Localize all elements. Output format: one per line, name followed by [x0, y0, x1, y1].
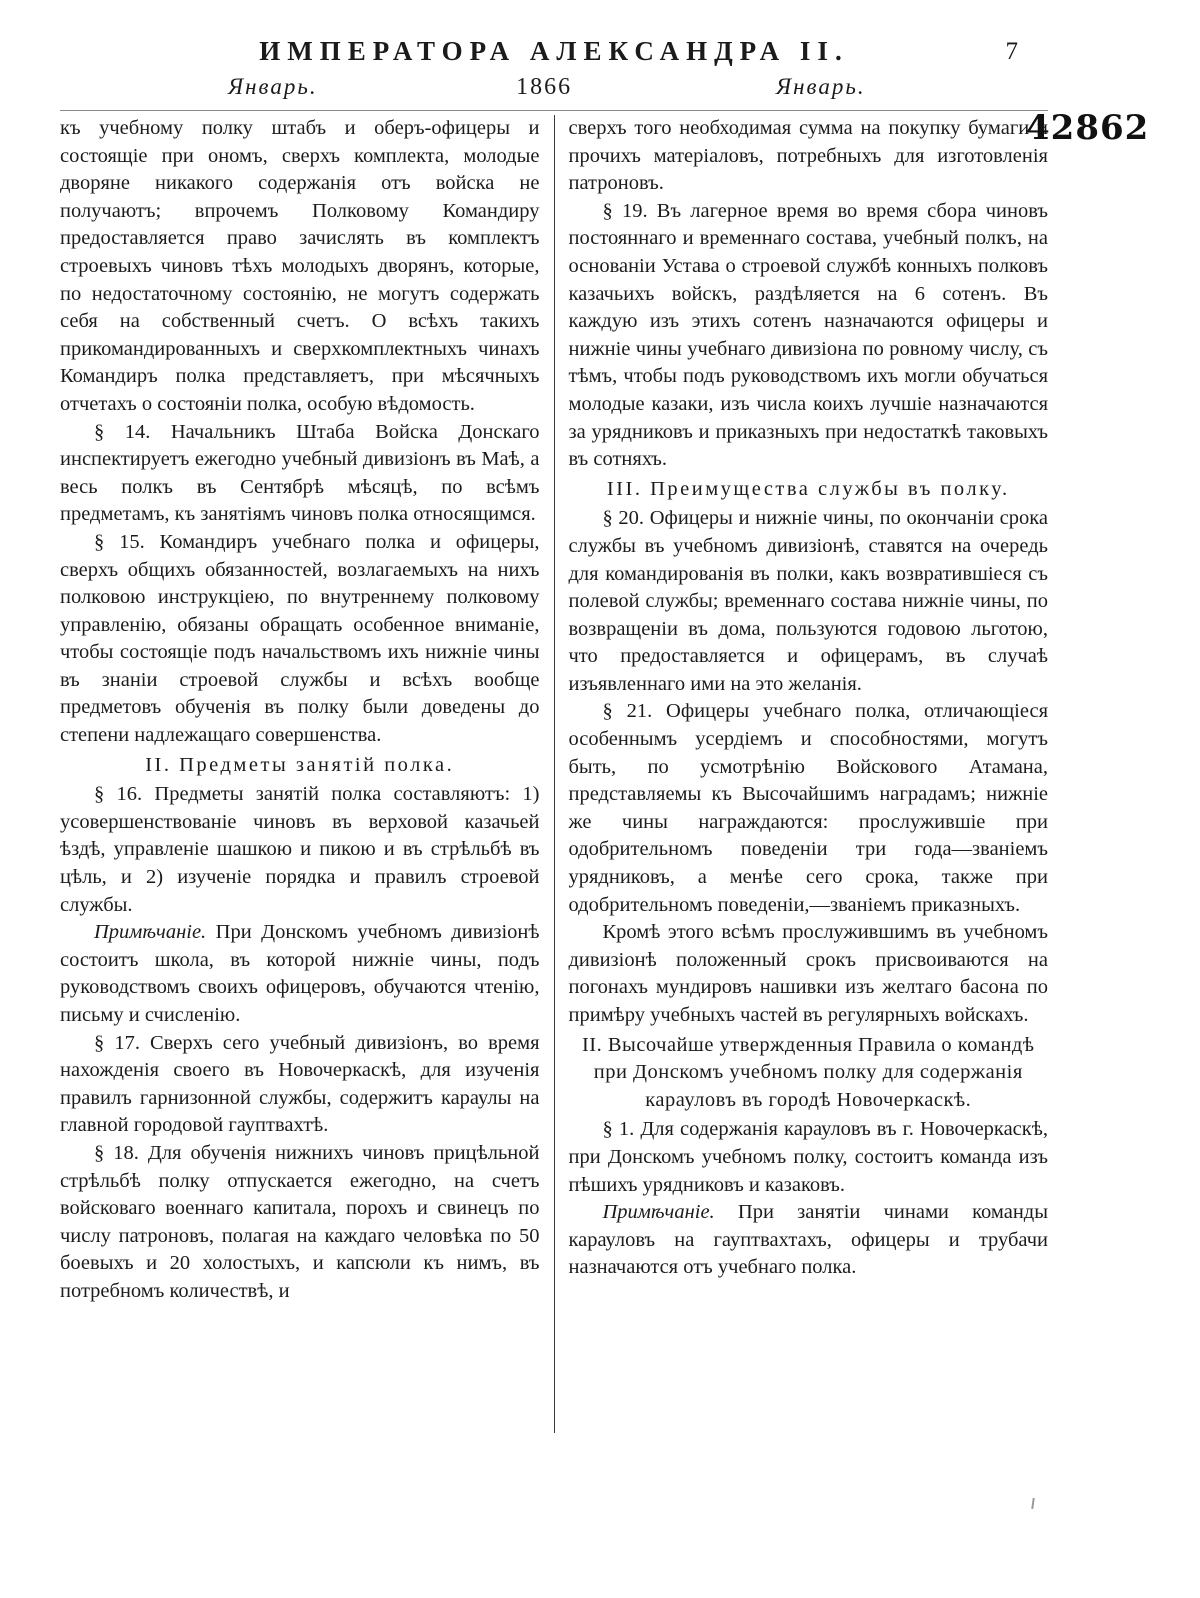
paragraph-section-20: § 20. Офицеры и нижніе чины, по окончаніи срока службы въ учебномъ дивизіонѣ, ставятся на очередь для командированія въ полки, какъ возвратившіеся съ полевой службы; временнаго состава нижніе чины, по возвращеніи въ дома, пользуются годовою льготою, что предоставляется и офицерамъ, въ случаѣ изъявленнаго ими на это желанія. — [568, 507, 1048, 695]
note-lead: Примѣчаніе. — [602, 1201, 715, 1224]
paragraph-section-19: § 19. Въ лагерное время во время сбора чиновъ постояннаго и временнаго состава, учебный полкъ, на основаніи Устава о строевой службѣ конныхъ полковъ казачьихъ войскъ, раздѣляется на 6 сотенъ. Въ каждую изъ этихъ сотенъ назначаются офицеры и нижніе чины учебнаго дивизіона по ровному числу, съ тѣмъ, чтобы подъ руководствомъ ихъ могли обучаться молодые казаки, изъ числа коихъ лучшіе назначаются за урядниковъ и приказныхъ при недостаткѣ таковыхъ въ сотняхъ. — [568, 199, 1048, 471]
stray-mark — [1031, 1498, 1035, 1509]
note-text: При Донскомъ учебномъ дивизіонѣ состоитъ школа, въ которой нижніе чины, подъ руководствомъ своихъ офицеровъ, обучаются чтенію, письму и счисленію. — [60, 921, 540, 1026]
paragraph-section-1: § 1. Для содержанія карауловъ въ г. Новочеркаскѣ, при Донскомъ учебномъ полку, состоитъ команда изъ пѣшихъ урядниковъ и казаковъ. — [568, 1118, 1048, 1196]
paragraph-section-14: § 14. Начальникъ Штаба Войска Донскаго инспектируетъ ежегодно учебный дивизіонъ въ Маѣ, а весь полкъ въ Сентябрѣ мѣсяцѣ, по всѣмъ предметамъ, къ занятіямъ чиновъ полка относящимся. — [60, 420, 540, 526]
note-paragraph — [60, 919, 540, 1029]
section-heading-ii: II. Предметы занятій полка. — [145, 753, 455, 776]
paragraph-section-15: § 15. Командиръ учебнаго полка и офицеры, сверхъ общихъ обязанностей, возлагаемыхъ на нихъ полковою инструкціею, по внутреннему полковому управленію, обязаны обращать особенное вниманіе, чтобы состоящіе подъ начальствомъ ихъ нижніе чины въ знаніи строевой службы и всѣхъ вообще предметовъ обученія въ полку были доведены до степени надлежащаго совершенства. — [60, 530, 540, 747]
paragraph-section-17: § 17. Сверхъ сего учебный дивизіонъ, во время нахожденія своего въ Новочеркаскѣ, для изученія правилъ гарнизонной службы, содержитъ караулы на главной городовой гауптвахтѣ. — [60, 1031, 540, 1137]
paragraph-krome: Кромѣ этого всѣмъ прослужившимъ въ учебномъ дивизіонѣ положенный срокъ присвоиваются на погонахъ мундировъ нашивки изъ желтаго басона по примѣру учебныхъ частей въ регулярныхъ войскахъ. — [568, 921, 1048, 1026]
month-label-left: Январь. — [228, 74, 318, 99]
text-columns — [60, 115, 1048, 1433]
paragraph-section-16: § 16. Предметы занятій полка составляютъ: 1) усовершенствованіе чиновъ въ верховой казачьей ѣздѣ, управленіе шашкою и пикою и въ стрѣльбѣ въ цѣль, и 2) изученіе порядка и правилъ строевой службы. — [60, 783, 540, 916]
rules-heading-block: II. Высочайше утвержденныя Правила о командѣ при Донскомъ учебномъ полку для содержанія карауловъ въ городѣ Новочеркаскѣ. — [581, 1033, 1035, 1111]
note-text: При занятіи чинами команды карауловъ на гауптвахтахъ, офицеры и трубачи назначаются отъ учебнаго полка. — [568, 1201, 1048, 1279]
header-title: ИМПЕРАТОРА АЛЕКСАНДРА II. — [259, 36, 849, 66]
date-row — [60, 74, 1048, 111]
section-heading-iii: III. Преимущества службы въ полку. — [606, 477, 1010, 500]
note-paragraph — [569, 1199, 1049, 1282]
paragraph-continuation: сверхъ того необходимая сумма на покупку бумаги и прочихъ матеріаловъ, потребныхъ для изготовленія патроновъ. — [568, 117, 1048, 195]
month-label-right: Январь. — [776, 74, 866, 99]
accession-stamp: 42862 — [1026, 108, 1150, 148]
paragraph-section-21: § 21. Офицеры учебнаго полка, отличающіеся особеннымъ усердіемъ и способностями, могутъ быть, по усмотрѣнію Войскового Атамана, представляемы къ Высочайшимъ наградамъ; нижніе же чины награждаются: прослужившіе при одобрительномъ поведеніи три года—званіемъ урядниковъ, а менѣе сего срока, также при одобрительномъ поведеніи,—званіемъ приказныхъ. — [568, 700, 1048, 916]
right-column — [554, 115, 1049, 1433]
page-header — [60, 36, 1048, 72]
page-number: 7 — [1005, 38, 1018, 65]
paragraph-continuation: къ учебному полку штабъ и оберъ-офицеры и состоящіе при ономъ, сверхъ комплекта, молодые дворяне никакого содержанія отъ войска не получаютъ; впрочемъ Полковому Командиру предоставляется право зачислять въ комплектъ строевыхъ чиновъ тѣхъ молодыхъ дворянъ, которые, по недостаточному состоянію, не могутъ содержать себя на собственный счетъ. О всѣхъ такихъ прикомандированныхъ и сверхкомплектныхъ чинахъ Командиръ полка представляетъ, при мѣсячныхъ отчетахъ о состояніи полка, особую вѣдомость. — [60, 117, 540, 415]
paragraph-section-18: § 18. Для обученія нижнихъ чиновъ прицѣльной стрѣльбѣ полку отпускается ежегодно, на счетъ войсковаго военнаго капитала, порохъ и свинецъ по числу патроновъ, полагая на каждаго человѣка по 50 боевыхъ и 20 холостыхъ, и капсюли къ нимъ, въ потребномъ количествѣ, и — [60, 1141, 540, 1302]
year-label: 1866 — [516, 74, 573, 100]
note-lead: Примѣчаніе. — [94, 921, 207, 944]
left-column — [60, 115, 554, 1433]
